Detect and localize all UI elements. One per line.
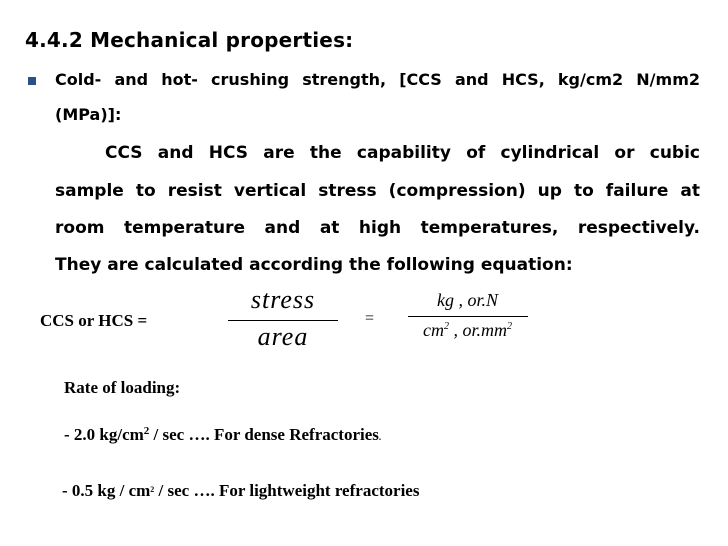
unit-cm: cm	[422, 320, 444, 340]
equals-sign: =	[365, 310, 375, 327]
fraction-numerator-stress: stress	[250, 285, 316, 314]
lightweight-refractories-rate	[62, 481, 419, 501]
paragraph-line-3: room temperature and at high temperatures, respectively.	[55, 218, 700, 238]
unit-fraction-bar	[408, 316, 528, 317]
section-heading: 4.4.2 Mechanical properties:	[25, 28, 354, 52]
equation-label: CCS or HCS =	[40, 311, 148, 330]
fraction-denominator-area: area	[257, 322, 309, 351]
dense-rate-suffix: / sec …. For dense Refractories	[149, 425, 379, 444]
unit-cm-exponent: 2	[443, 321, 449, 332]
light-rate-suffix: / sec …. For lightweight refractories	[154, 481, 420, 500]
dense-refractories-rate	[64, 425, 381, 445]
dense-rate-trailing-mark: .	[378, 432, 382, 442]
light-rate-prefix: - 0.5 kg / cm	[62, 481, 151, 500]
paragraph-line-2: sample to resist vertical stress (compression) up to failure at	[55, 181, 700, 201]
bullet-text-line-2: (MPa)]:	[55, 105, 122, 124]
paragraph-line-1: CCS and HCS are the capability of cylindrical or cubic	[105, 143, 700, 163]
bullet-text-line-1: Cold- and hot- crushing strength, [CCS and HCS, kg/cm2 N/mm2	[55, 70, 700, 89]
fraction-bar	[228, 320, 338, 321]
dense-rate-exponent: 2	[143, 425, 150, 437]
paragraph-line-4: They are calculated according the following equation:	[55, 255, 573, 275]
unit-fraction-denominator	[405, 320, 530, 341]
light-rate-exponent: 2	[150, 485, 155, 494]
bullet-square-icon	[28, 77, 36, 85]
unit-or-mm: , or.mm	[448, 320, 507, 340]
rate-of-loading-title: Rate of loading:	[64, 378, 181, 397]
unit-fraction-numerator: kg , or.N	[436, 290, 498, 310]
dense-rate-prefix: - 2.0 kg/cm	[64, 425, 144, 444]
unit-mm-exponent: 2	[507, 321, 512, 332]
